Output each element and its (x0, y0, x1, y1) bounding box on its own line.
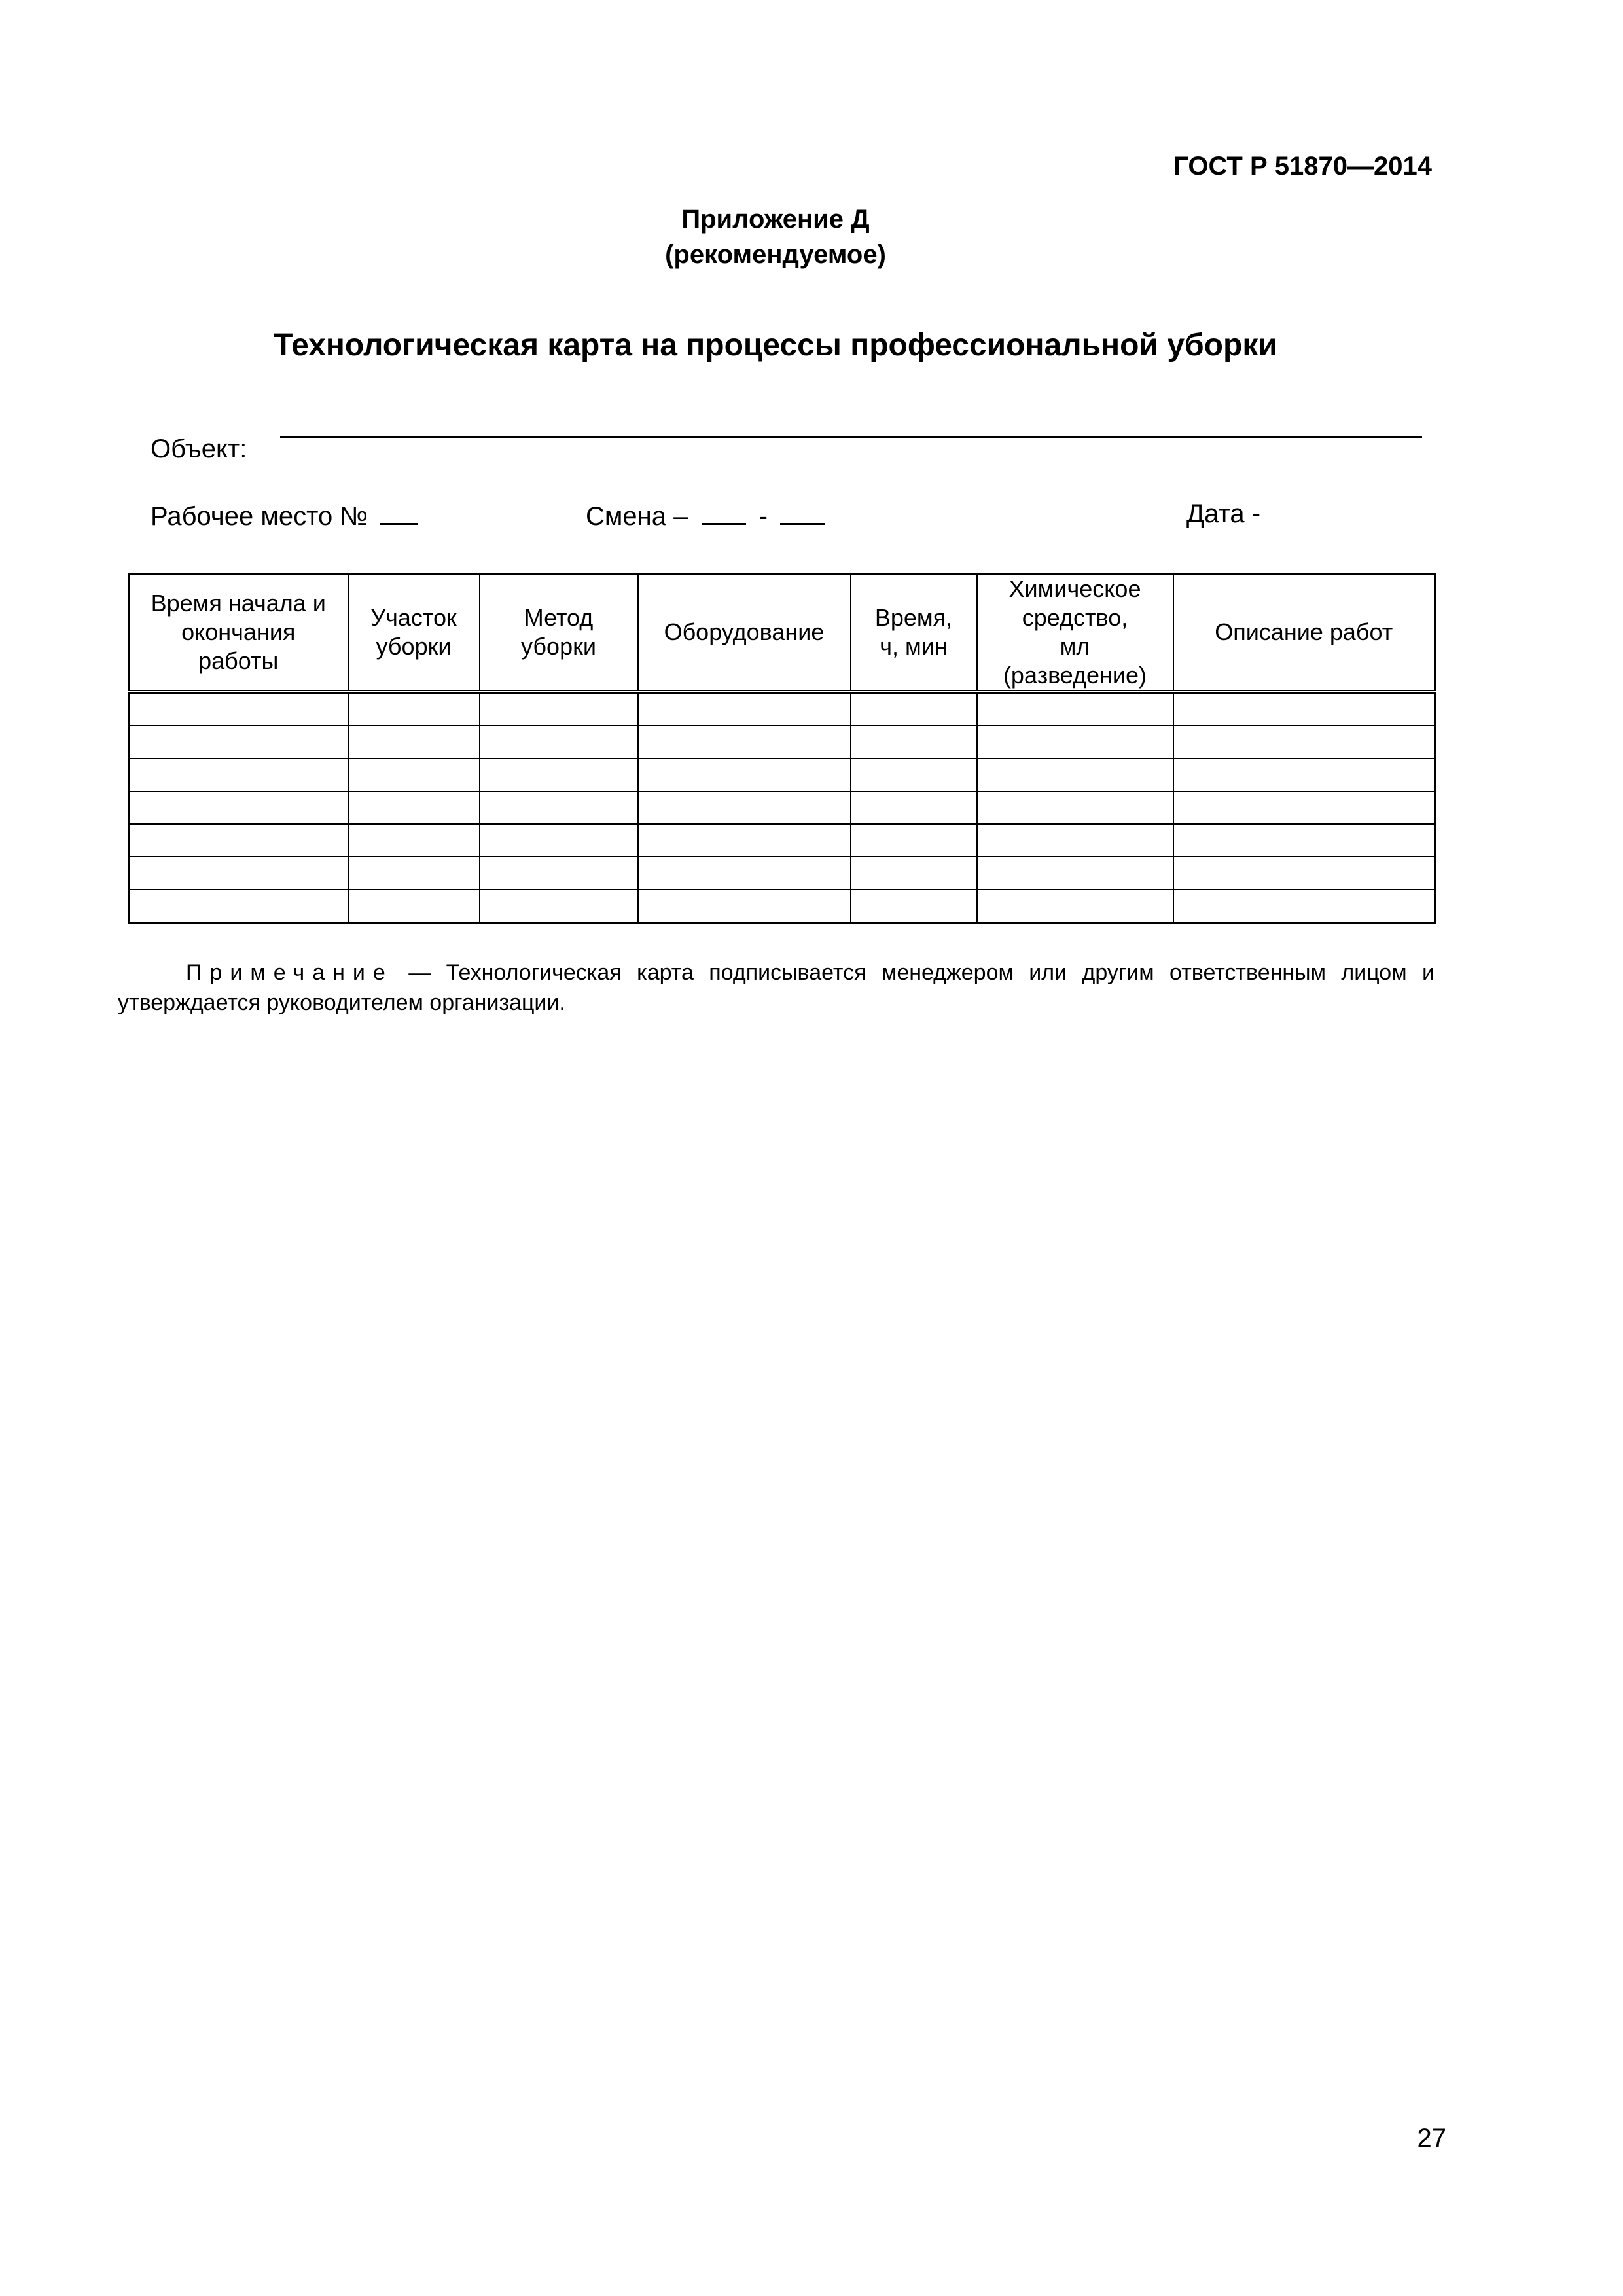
tech-card-table (128, 573, 1436, 924)
table-cell[interactable] (480, 759, 638, 791)
table-cell[interactable] (638, 889, 851, 923)
table-cell[interactable] (638, 857, 851, 889)
table-cell[interactable] (129, 824, 348, 857)
table-cell[interactable] (851, 889, 977, 923)
table-row (129, 824, 1435, 857)
table-cell[interactable] (129, 857, 348, 889)
header-duration: Время, ч, мин (851, 574, 977, 692)
appendix-heading (0, 202, 1551, 272)
header-cleaning-method: Метод уборки (480, 574, 638, 692)
table-cell[interactable] (348, 857, 480, 889)
table-cell[interactable] (977, 791, 1173, 824)
table-cell[interactable] (1173, 857, 1435, 889)
table-row (129, 692, 1435, 726)
table-cell[interactable] (638, 726, 851, 759)
table-cell[interactable] (480, 857, 638, 889)
table-cell[interactable] (348, 791, 480, 824)
table-cell[interactable] (851, 692, 977, 726)
table-cell[interactable] (977, 889, 1173, 923)
table-cell[interactable] (480, 824, 638, 857)
note-label: Примечание (186, 960, 393, 985)
table-cell[interactable] (638, 759, 851, 791)
object-field-label: Объект: (151, 435, 247, 463)
workplace-label: Рабочее место № (151, 502, 368, 531)
table-cell[interactable] (480, 726, 638, 759)
table-cell[interactable] (638, 692, 851, 726)
table-note (118, 958, 1435, 1018)
note-text: — Технологическая карта подписывается менеджером или другим ответственным лицом и утверждается руководителем организации. (118, 960, 1435, 1015)
table-cell[interactable] (1173, 759, 1435, 791)
table-cell[interactable] (851, 857, 977, 889)
appendix-name: Приложение Д (681, 205, 870, 234)
shift-separator: - (758, 502, 768, 531)
table-cell[interactable] (129, 791, 348, 824)
table-cell[interactable] (977, 857, 1173, 889)
table-cell[interactable] (1173, 726, 1435, 759)
header-equipment: Оборудование (638, 574, 851, 692)
header-cleaning-area: Участок уборки (348, 574, 480, 692)
table-cell[interactable] (851, 791, 977, 824)
table-cell[interactable] (851, 824, 977, 857)
workplace-number-blank[interactable] (380, 499, 418, 525)
table-cell[interactable] (348, 759, 480, 791)
shift-end-blank[interactable] (780, 499, 825, 525)
table-cell[interactable] (348, 824, 480, 857)
table-cell[interactable] (1173, 692, 1435, 726)
table-cell[interactable] (480, 692, 638, 726)
object-field-line[interactable] (280, 436, 1422, 438)
table-cell[interactable] (480, 791, 638, 824)
table-cell[interactable] (348, 889, 480, 923)
table-row (129, 791, 1435, 824)
table-cell[interactable] (129, 889, 348, 923)
table-cell[interactable] (1173, 791, 1435, 824)
shift-label: Смена – (586, 502, 688, 531)
shift-field (586, 499, 825, 531)
header-chemical-agent: Химическое средство, мл (разведение) (977, 574, 1173, 692)
table-cell[interactable] (638, 791, 851, 824)
table-row (129, 759, 1435, 791)
table-cell[interactable] (977, 824, 1173, 857)
table-row (129, 726, 1435, 759)
table-cell[interactable] (1173, 824, 1435, 857)
table-cell[interactable] (977, 726, 1173, 759)
table-cell[interactable] (851, 759, 977, 791)
document-code: ГОСТ Р 51870—2014 (1173, 152, 1432, 181)
header-work-time: Время начала и окончания работы (129, 574, 348, 692)
table-cell[interactable] (638, 824, 851, 857)
table-cell[interactable] (348, 726, 480, 759)
shift-start-blank[interactable] (702, 499, 746, 525)
page-number: 27 (1417, 2124, 1446, 2153)
appendix-status: (рекомендуемое) (665, 240, 886, 269)
table-row (129, 889, 1435, 923)
table-row (129, 857, 1435, 889)
table-cell[interactable] (129, 759, 348, 791)
table-cell[interactable] (851, 726, 977, 759)
table-cell[interactable] (129, 692, 348, 726)
table-cell[interactable] (1173, 889, 1435, 923)
table-cell[interactable] (977, 759, 1173, 791)
table-header-row (129, 574, 1435, 692)
date-field-label: Дата - (1186, 499, 1261, 528)
workplace-field (151, 499, 418, 531)
table-cell[interactable] (348, 692, 480, 726)
table-cell[interactable] (480, 889, 638, 923)
table-cell[interactable] (129, 726, 348, 759)
header-work-description: Описание работ (1173, 574, 1435, 692)
page-title: Технологическая карта на процессы профессиональной уборки (274, 328, 1277, 363)
table-cell[interactable] (977, 692, 1173, 726)
